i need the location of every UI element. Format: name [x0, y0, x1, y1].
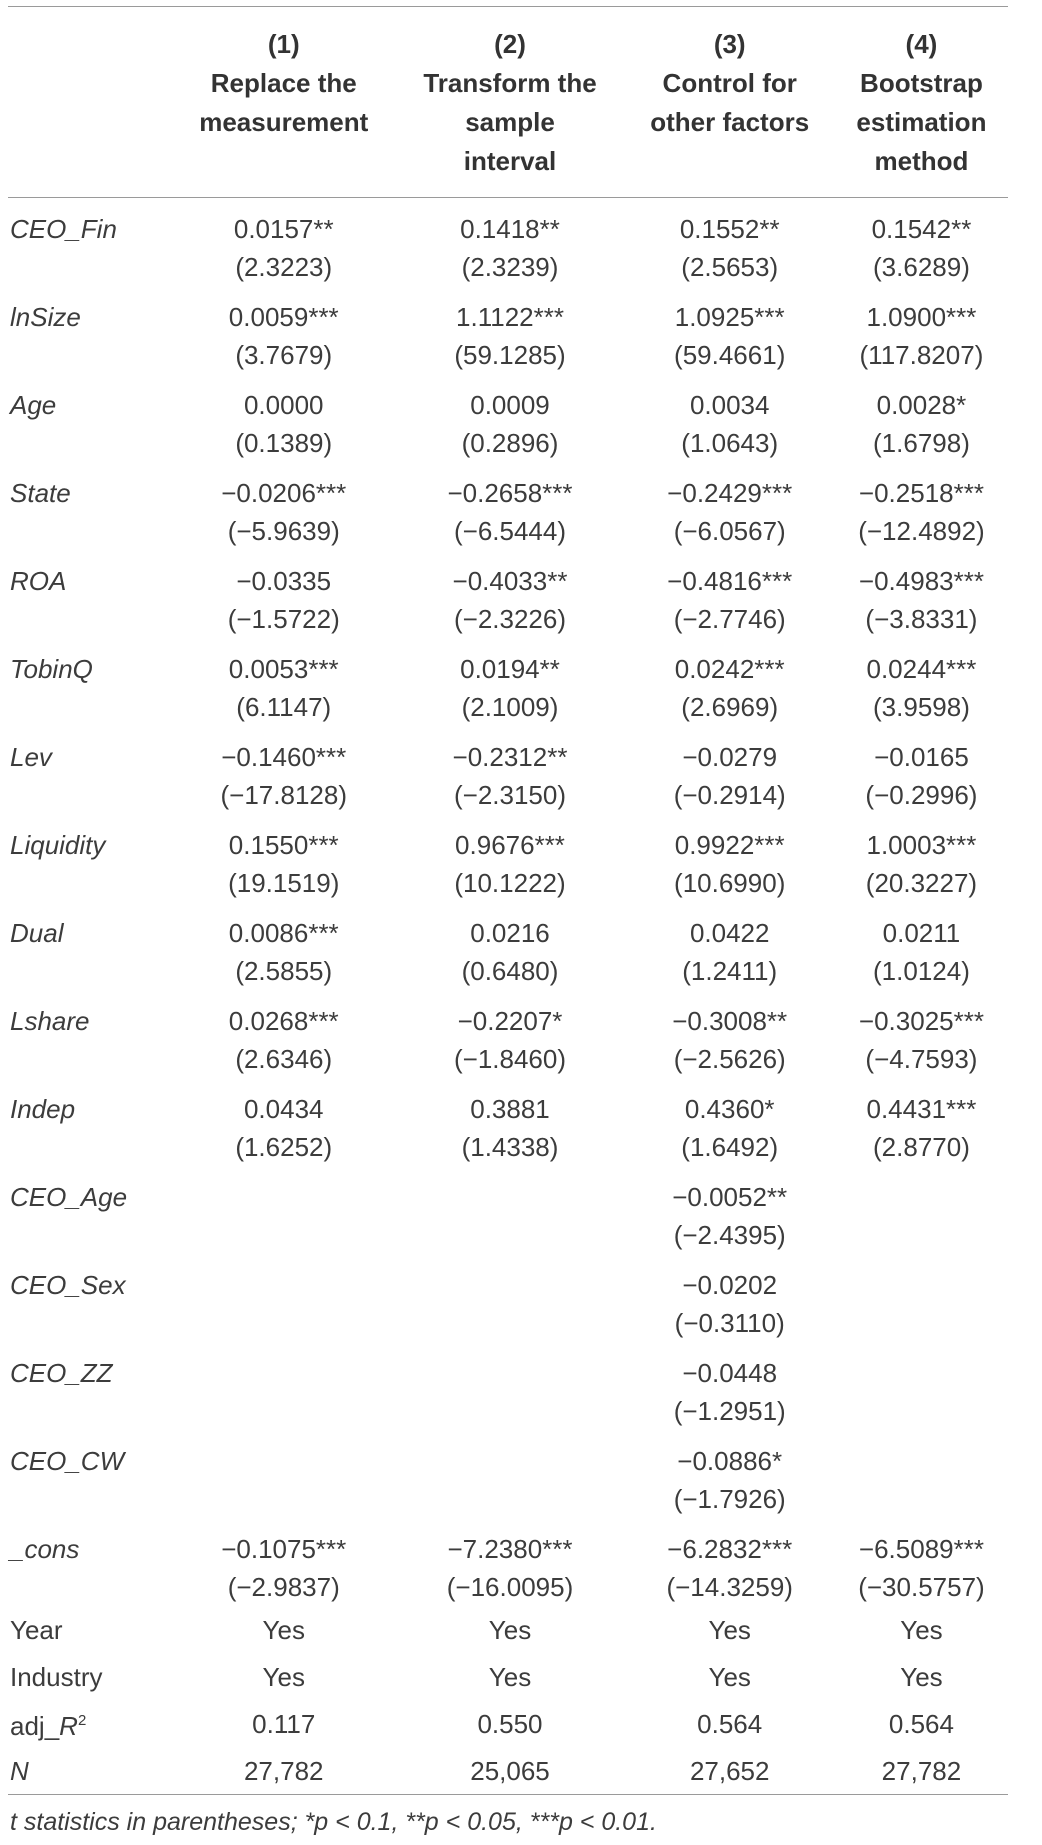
table-row	[8, 374, 1008, 462]
table-cell	[835, 198, 1008, 287]
table-cell	[172, 902, 395, 990]
header-col-1	[172, 7, 395, 198]
table-cell	[835, 374, 1008, 462]
coefficient-value: 0.0009	[470, 390, 550, 420]
coefficient-value: −0.0202	[682, 1270, 778, 1300]
coefficient-value: −6.5089***	[858, 1534, 984, 1564]
coefficient-value: 0.0194**	[460, 654, 560, 684]
header-stub	[8, 7, 172, 198]
coefficient-value: 0.4431***	[866, 1094, 977, 1124]
coefficient-value: −0.0052**	[672, 1182, 788, 1212]
row-variable-name: State	[10, 478, 71, 508]
coefficient-value: 1.1122***	[456, 302, 564, 332]
table-cell	[395, 1430, 624, 1518]
coefficient-value: 0.0422	[689, 918, 770, 948]
table-footnote: t statistics in parentheses; *p < 0.1, **p < 0.05, ***p < 0.01.	[10, 1808, 657, 1836]
table-row	[8, 1430, 1008, 1518]
row-variable-name: CEO_CW	[10, 1446, 125, 1476]
coefficient-value: 0.0434	[243, 1094, 324, 1124]
t-statistic-value: (1.6252)	[235, 1132, 333, 1162]
row-variable-name: ROA	[10, 566, 67, 596]
row-variable-name: Age	[10, 390, 57, 420]
table-cell	[395, 198, 624, 287]
table-cell	[395, 1254, 624, 1342]
t-statistic-value: (−4.7593)	[865, 1044, 978, 1074]
header-col-1-number: (1)	[267, 29, 300, 59]
t-statistic-value: (59.1285)	[454, 340, 566, 370]
header-col-4	[835, 7, 1008, 198]
table-cell: Yes	[488, 1614, 532, 1645]
coefficient-value: −0.2429***	[667, 478, 793, 508]
t-statistic-value: (−12.4892)	[858, 516, 985, 546]
table-cell	[625, 1518, 835, 1606]
table-cell	[395, 638, 624, 726]
t-statistic-value: (2.1009)	[461, 692, 559, 722]
table-cell: 0.564	[888, 1708, 954, 1739]
table-cell	[172, 1430, 395, 1518]
table-cell	[172, 1342, 395, 1430]
t-statistic-value: (2.6346)	[235, 1044, 333, 1074]
coefficient-value: 0.0028*	[876, 390, 967, 420]
header-col-1-line: Replace the	[210, 68, 357, 98]
t-statistic-value: (−1.8460)	[453, 1044, 567, 1074]
regression-table	[8, 6, 1008, 1795]
table-header-row	[8, 7, 1008, 198]
t-statistic-value: (−1.2951)	[673, 1396, 786, 1426]
t-statistic-value: (−17.8128)	[220, 780, 347, 810]
header-col-3-line: Control for	[662, 68, 797, 98]
t-statistic-value: (−6.0567)	[673, 516, 786, 546]
table-cell	[625, 1078, 835, 1166]
t-statistic-value: (117.8207)	[859, 340, 984, 370]
coefficient-value: 0.0053***	[228, 654, 339, 684]
table-row	[8, 1342, 1008, 1430]
coefficient-value: 0.0211	[882, 918, 961, 948]
coefficient-value: 0.0244***	[866, 654, 977, 684]
coefficient-value: 0.9922***	[674, 830, 785, 860]
coefficient-value: −0.0165	[874, 742, 969, 772]
table-cell	[172, 814, 395, 902]
table-cell	[625, 286, 835, 374]
coefficient-value: −0.3008**	[672, 1006, 788, 1036]
header-col-1-line: measurement	[199, 107, 369, 137]
t-statistic-value: (3.9598)	[873, 692, 970, 722]
coefficient-value: 0.0268***	[228, 1006, 339, 1036]
coefficient-value: −0.2207*	[457, 1006, 563, 1036]
coefficient-value: 0.1552**	[679, 214, 780, 244]
table-cell: Yes	[900, 1614, 943, 1645]
t-statistic-value: (0.6480)	[461, 956, 559, 986]
table-cell: 0.117	[252, 1708, 316, 1739]
table-cell: Yes	[708, 1614, 751, 1645]
table-cell	[395, 462, 624, 550]
table-cell	[835, 726, 1008, 814]
coefficient-value: 1.0003***	[866, 830, 977, 860]
table-cell	[395, 1166, 624, 1254]
coefficient-value: 0.0242***	[674, 654, 785, 684]
table-cell	[395, 1342, 624, 1430]
table-row	[8, 1254, 1008, 1342]
table-cell	[172, 1078, 395, 1166]
table-cell	[625, 1254, 835, 1342]
row-variable-name: Dual	[10, 918, 64, 948]
coefficient-value: 0.1418**	[460, 214, 560, 244]
table-row	[8, 1078, 1008, 1166]
table-cell	[625, 814, 835, 902]
t-statistic-value: (−2.3226)	[453, 604, 567, 634]
header-col-2-number: (2)	[494, 29, 526, 59]
table-cell	[172, 374, 395, 462]
table-cell	[835, 902, 1008, 990]
table-row	[8, 1518, 1008, 1606]
header-col-4-line: Bootstrap	[860, 68, 983, 98]
t-statistic-value: (2.5653)	[681, 252, 779, 282]
table-row	[8, 198, 1008, 287]
table-cell: Yes	[262, 1614, 305, 1645]
table-row	[8, 1700, 1008, 1747]
table-cell	[172, 990, 395, 1078]
t-statistic-value: (1.0124)	[873, 956, 970, 986]
t-statistic-value: (1.2411)	[682, 956, 778, 986]
t-statistic-value: (−30.5757)	[858, 1572, 985, 1602]
table-row	[8, 1747, 1008, 1795]
t-statistic-value: (59.4661)	[674, 340, 786, 370]
t-statistic-value: (1.6492)	[681, 1132, 779, 1162]
t-statistic-value: (−0.3110)	[674, 1308, 785, 1338]
coefficient-value: −0.1460***	[221, 742, 347, 772]
header-col-2-line: Transform the	[423, 68, 597, 98]
table-cell	[172, 462, 395, 550]
t-statistic-value: (−2.3150)	[453, 780, 567, 810]
table-cell	[395, 1518, 624, 1606]
table-cell	[172, 550, 395, 638]
t-statistic-value: (−0.2914)	[673, 780, 786, 810]
table-cell	[835, 990, 1008, 1078]
table-cell	[395, 374, 624, 462]
table-cell	[625, 550, 835, 638]
table-cell	[835, 1078, 1008, 1166]
coefficient-value: −0.0279	[682, 742, 778, 772]
header-col-3	[625, 7, 835, 198]
table-cell	[835, 462, 1008, 550]
row-control-name: Year	[10, 1614, 63, 1645]
table-row	[8, 1606, 1008, 1653]
t-statistic-value: (1.6798)	[873, 428, 970, 458]
row-variable-name: CEO_ZZ	[10, 1358, 113, 1388]
t-statistic-value: (−1.7926)	[673, 1484, 786, 1514]
header-col-2-line: interval	[463, 146, 557, 176]
coefficient-value: 0.3881	[470, 1094, 550, 1124]
t-statistic-value: (10.6990)	[674, 868, 786, 898]
t-statistic-value: (−1.5722)	[227, 604, 340, 634]
table-cell	[625, 198, 835, 287]
coefficient-value: −0.0448	[682, 1358, 778, 1388]
table-cell	[625, 638, 835, 726]
table-cell: 0.550	[477, 1708, 543, 1739]
t-statistic-value: (−5.9639)	[227, 516, 340, 546]
coefficient-value: 0.0059***	[228, 302, 339, 332]
t-statistic-value: (−2.5626)	[673, 1044, 786, 1074]
row-variable-name: CEO_Age	[10, 1182, 128, 1212]
t-statistic-value: (2.6969)	[681, 692, 779, 722]
table-cell	[835, 638, 1008, 726]
table-row	[8, 1653, 1008, 1700]
coefficient-value: −0.0886*	[677, 1446, 783, 1476]
table-cell: 27,782	[835, 1747, 1008, 1795]
header-col-3-number: (3)	[713, 29, 746, 59]
table-cell	[835, 550, 1008, 638]
table-cell: Yes	[488, 1661, 532, 1692]
table-cell	[625, 1166, 835, 1254]
coefficient-value: −0.2518***	[858, 478, 984, 508]
header-col-4-number: (4)	[905, 29, 938, 59]
t-statistic-value: (−0.2996)	[865, 780, 978, 810]
table-row	[8, 638, 1008, 726]
coefficient-value: −7.2380***	[447, 1534, 573, 1564]
table-cell	[625, 1342, 835, 1430]
row-variable-name: _cons	[10, 1534, 80, 1564]
row-variable-name: lnSize	[10, 302, 81, 332]
coefficient-value: −0.4033**	[452, 566, 568, 596]
coefficient-value: 1.0925***	[674, 302, 785, 332]
table-cell	[625, 374, 835, 462]
coefficient-value: 0.0157**	[233, 214, 334, 244]
table-cell: 0.564	[697, 1708, 763, 1739]
table-cell	[395, 726, 624, 814]
table-cell	[835, 1430, 1008, 1518]
t-statistic-value: (−6.5444)	[453, 516, 567, 546]
table-cell: 27,782	[172, 1747, 395, 1795]
t-statistic-value: (3.7679)	[235, 340, 333, 370]
table-cell	[395, 990, 624, 1078]
coefficient-value: −0.0206***	[221, 478, 347, 508]
table-cell	[395, 814, 624, 902]
table-cell	[395, 1078, 624, 1166]
table-row	[8, 902, 1008, 990]
table-cell	[172, 1254, 395, 1342]
t-statistic-value: (−3.8331)	[865, 604, 978, 634]
table-row	[8, 1166, 1008, 1254]
table-cell	[172, 286, 395, 374]
table-cell	[172, 1518, 395, 1606]
table-cell: 25,065	[395, 1747, 624, 1795]
coefficient-value: −0.0335	[236, 566, 332, 596]
table-cell	[835, 1342, 1008, 1430]
header-col-3-line: other factors	[650, 107, 810, 137]
coefficient-value: −0.3025***	[858, 1006, 984, 1036]
table-row	[8, 286, 1008, 374]
t-statistic-value: (−14.3259)	[666, 1572, 793, 1602]
row-control-name	[8, 1700, 172, 1747]
coefficient-value: −0.2312**	[452, 742, 568, 772]
t-statistic-value: (10.1222)	[454, 868, 566, 898]
coefficient-value: −6.2832***	[667, 1534, 793, 1564]
t-statistic-value: (1.4338)	[461, 1132, 559, 1162]
t-statistic-value: (20.3227)	[865, 868, 978, 898]
table-cell	[172, 726, 395, 814]
row-variable-name: CEO_Fin	[10, 214, 117, 244]
coefficient-value: 0.4360*	[684, 1094, 775, 1124]
table-cell	[395, 286, 624, 374]
coefficient-value: 0.0000	[243, 390, 324, 420]
t-statistic-value: (−16.0095)	[446, 1572, 574, 1602]
table-cell	[625, 462, 835, 550]
table-cell	[835, 286, 1008, 374]
t-statistic-value: (−2.7746)	[673, 604, 786, 634]
t-statistic-value: (−2.9837)	[227, 1572, 340, 1602]
table-row	[8, 726, 1008, 814]
table-cell	[172, 1166, 395, 1254]
table-body	[8, 198, 1008, 1795]
t-statistic-value: (2.3239)	[461, 252, 559, 282]
header-col-2-line: sample	[465, 107, 555, 137]
table-cell	[395, 550, 624, 638]
coefficient-value: −0.4816***	[667, 566, 793, 596]
table-cell	[835, 814, 1008, 902]
t-statistic-value: (−2.4395)	[673, 1220, 786, 1250]
table-cell	[835, 1254, 1008, 1342]
t-statistic-value: (2.5855)	[235, 956, 333, 986]
t-statistic-value: (19.1519)	[228, 868, 340, 898]
table-cell: Yes	[708, 1661, 751, 1692]
row-control-name: Industry	[10, 1661, 103, 1692]
t-statistic-value: (1.0643)	[681, 428, 779, 458]
row-variable-name: Indep	[10, 1094, 76, 1124]
t-statistic-value: (3.6289)	[873, 252, 970, 282]
t-statistic-value: (0.1389)	[235, 428, 333, 458]
coefficient-value: 0.9676***	[455, 830, 565, 860]
header-col-4-line: estimation	[856, 107, 987, 137]
table-row	[8, 990, 1008, 1078]
row-variable-name: Liquidity	[10, 830, 106, 860]
control-name-superscript: 2	[77, 1712, 87, 1729]
t-statistic-value: (6.1147)	[236, 692, 332, 722]
coefficient-value: 0.0216	[470, 918, 550, 948]
coefficient-value: −0.4983***	[858, 566, 984, 596]
row-control-name: N	[8, 1747, 172, 1795]
table-cell	[625, 902, 835, 990]
header-col-4-line: method	[874, 146, 969, 176]
table-cell	[625, 990, 835, 1078]
coefficient-value: 0.0086***	[228, 918, 339, 948]
t-statistic-value: (2.8770)	[873, 1132, 970, 1162]
table-cell: Yes	[900, 1661, 943, 1692]
row-variable-name: Lev	[10, 742, 52, 772]
coefficient-value: 0.1550***	[228, 830, 339, 860]
table-cell: 27,652	[625, 1747, 835, 1795]
table-cell	[395, 902, 624, 990]
table-cell	[172, 638, 395, 726]
control-name-prefix: adj_	[10, 1711, 60, 1741]
row-variable-name: Lshare	[10, 1006, 90, 1036]
table-row	[8, 462, 1008, 550]
table-row	[8, 550, 1008, 638]
t-statistic-value: (0.2896)	[461, 428, 559, 458]
table-cell	[625, 726, 835, 814]
table-cell	[835, 1166, 1008, 1254]
coefficient-value: −0.2658***	[447, 478, 573, 508]
table-cell	[172, 198, 395, 287]
table-cell: Yes	[262, 1661, 305, 1692]
table-cell	[625, 1430, 835, 1518]
row-variable-name: TobinQ	[10, 654, 93, 684]
table-cell	[835, 1518, 1008, 1606]
table-row	[8, 814, 1008, 902]
control-name-italic: R	[59, 1711, 78, 1741]
coefficient-value: 0.1542**	[871, 214, 972, 244]
coefficient-value: 1.0900***	[866, 302, 977, 332]
coefficient-value: −0.1075***	[221, 1534, 347, 1564]
row-variable-name: CEO_Sex	[10, 1270, 126, 1300]
header-col-2	[395, 7, 624, 198]
t-statistic-value: (2.3223)	[235, 252, 333, 282]
coefficient-value: 0.0034	[689, 390, 770, 420]
